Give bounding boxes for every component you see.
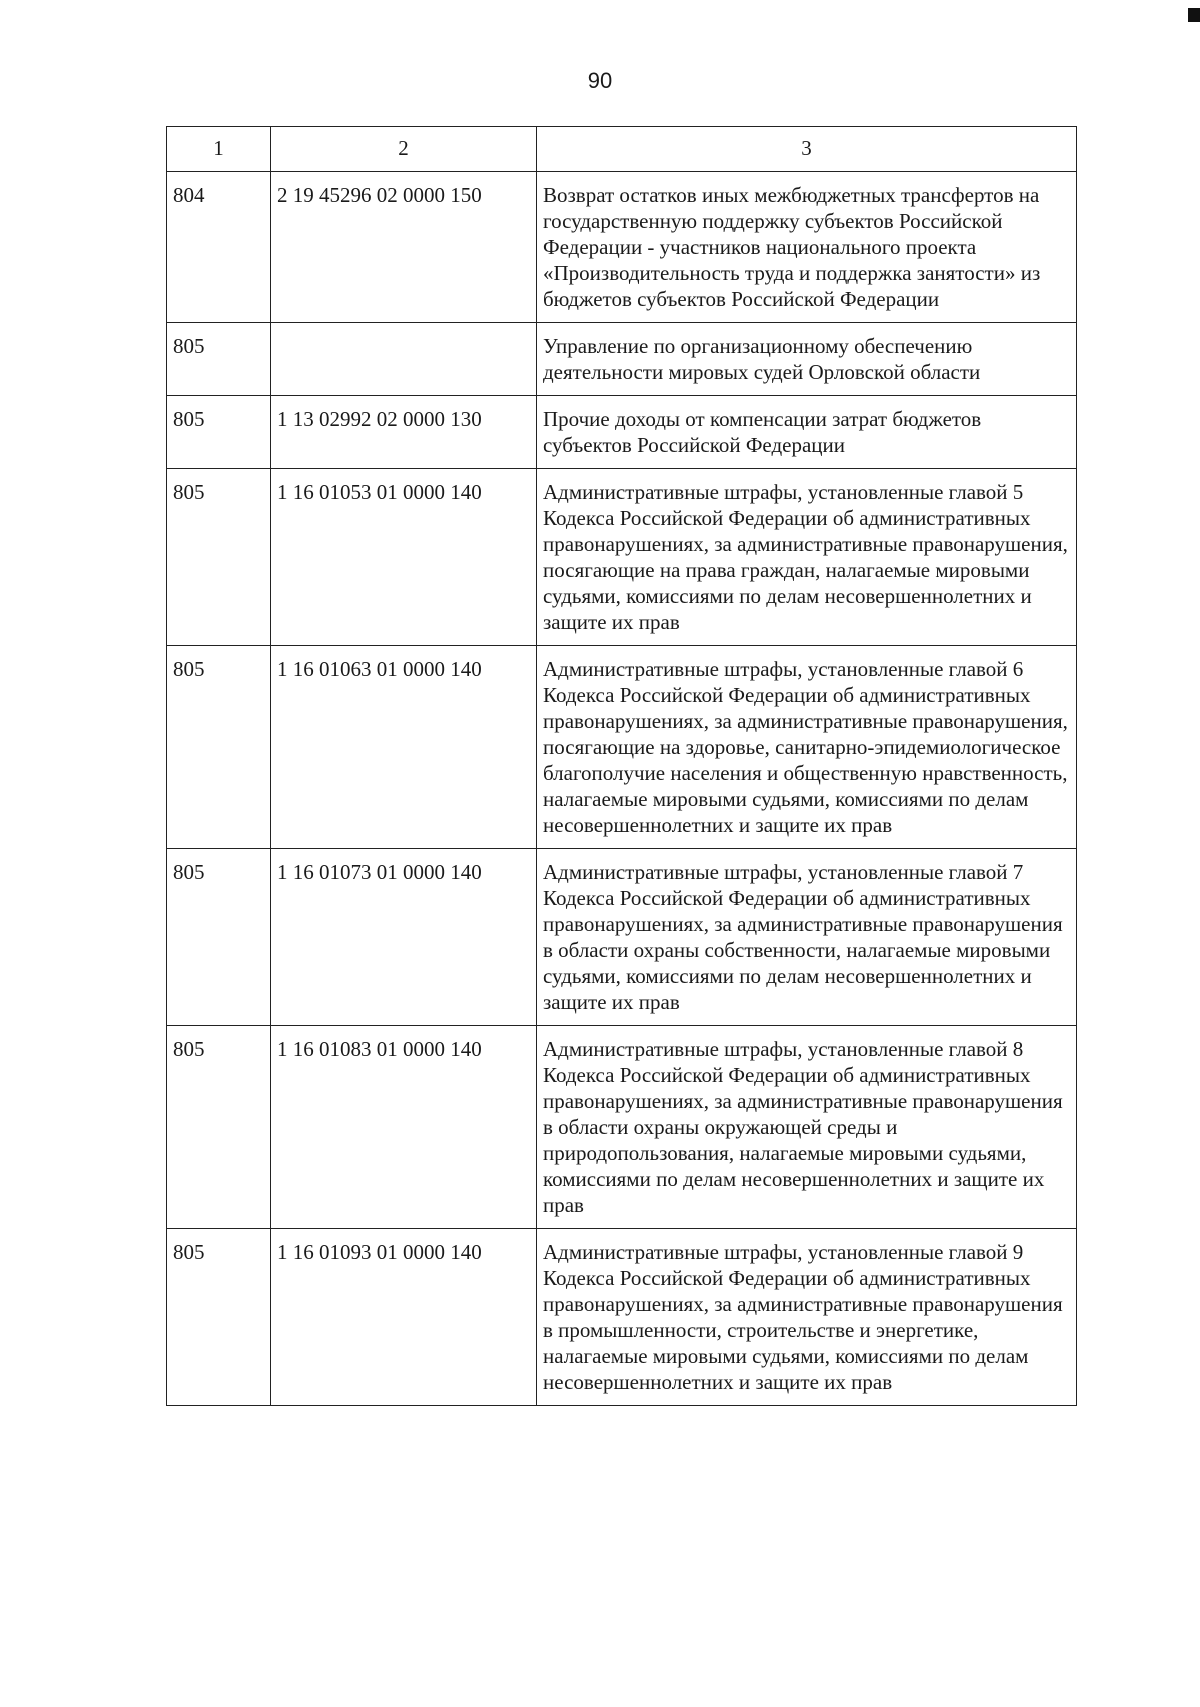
table-body (167, 172, 1077, 1406)
admin-code-cell: 804 (167, 172, 271, 323)
admin-code-cell: 805 (167, 1026, 271, 1229)
table-row (167, 849, 1077, 1026)
description-cell: Управление по организационному обеспечению деятельности мировых судей Орловской области (537, 323, 1077, 396)
revenue-code-cell: 1 16 01093 01 0000 140 (271, 1229, 537, 1406)
revenue-code-cell: 1 16 01053 01 0000 140 (271, 469, 537, 646)
table-row (167, 396, 1077, 469)
description-cell: Административные штрафы, установленные главой 8 Кодекса Российской Федерации об административных правонарушениях, за административные правонарушения в области охраны окружающей среды и природопользования, налагаемые мировыми судьями, комиссиями по делам несовершеннолетних и защите их прав (537, 1026, 1077, 1229)
admin-code-cell: 805 (167, 1229, 271, 1406)
description-cell: Административные штрафы, установленные главой 9 Кодекса Российской Федерации об административных правонарушениях, за административные правонарушения в промышленности, строительстве и энергетике, налагаемые мировыми судьями, комиссиями по делам несовершеннолетних и защите их прав (537, 1229, 1077, 1406)
page-number: 90 (587, 68, 613, 93)
revenue-codes-table (166, 126, 1077, 1406)
revenue-code-cell (271, 323, 537, 396)
description-cell: Прочие доходы от компенсации затрат бюджетов субъектов Российской Федерации (537, 396, 1077, 469)
table-row (167, 1026, 1077, 1229)
admin-code-cell: 805 (167, 646, 271, 849)
table-row (167, 469, 1077, 646)
revenue-code-cell: 1 16 01073 01 0000 140 (271, 849, 537, 1026)
admin-code-cell: 805 (167, 849, 271, 1026)
table-header-row (167, 127, 1077, 172)
revenue-code-cell: 1 16 01083 01 0000 140 (271, 1026, 537, 1229)
description-cell: Административные штрафы, установленные главой 5 Кодекса Российской Федерации об административных правонарушениях, за административные правонарушения, посягающие на права граждан, налагаемые мировыми судьями, комиссиями по делам несовершеннолетних и защите их прав (537, 469, 1077, 646)
description-cell: Возврат остатков иных межбюджетных трансфертов на государственную поддержку субъектов Российской Федерации - участников национального проекта «Производительность труда и поддержка занятости» из бюджетов субъектов Российской Федерации (537, 172, 1077, 323)
table-row (167, 172, 1077, 323)
table-row (167, 1229, 1077, 1406)
admin-code-cell: 805 (167, 396, 271, 469)
scan-corner-mark (1188, 8, 1200, 22)
column-header-1: 1 (167, 127, 271, 172)
description-cell: Административные штрафы, установленные главой 6 Кодекса Российской Федерации об административных правонарушениях, за административные правонарушения, посягающие на здоровье, санитарно-эпидемиологическое благополучие населения и общественную нравственность, налагаемые мировыми судьями, комиссиями по делам несовершеннолетних и защите их прав (537, 646, 1077, 849)
revenue-code-cell: 2 19 45296 02 0000 150 (271, 172, 537, 323)
admin-code-cell: 805 (167, 469, 271, 646)
description-cell: Административные штрафы, установленные главой 7 Кодекса Российской Федерации об административных правонарушениях, за административные правонарушения в области охраны собственности, налагаемые мировыми судьями, комиссиями по делам несовершеннолетних и защите их прав (537, 849, 1077, 1026)
column-header-3: 3 (537, 127, 1077, 172)
table-row (167, 323, 1077, 396)
revenue-code-cell: 1 13 02992 02 0000 130 (271, 396, 537, 469)
admin-code-cell: 805 (167, 323, 271, 396)
column-header-2: 2 (271, 127, 537, 172)
table-row (167, 646, 1077, 849)
revenue-code-cell: 1 16 01063 01 0000 140 (271, 646, 537, 849)
